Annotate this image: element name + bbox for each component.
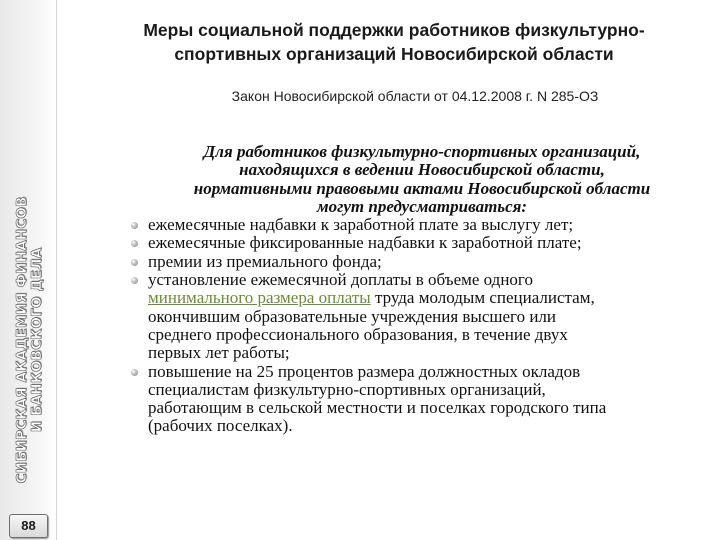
intro-paragraph	[148, 143, 696, 216]
intro-line: могут предусматриваться:	[316, 196, 528, 216]
list-item: ежемесячные надбавки к заработной плате за выслугу лет;	[148, 216, 696, 234]
bullet-icon	[131, 259, 138, 266]
page-title	[86, 18, 702, 66]
bullet-icon	[131, 222, 138, 229]
bullet-icon	[131, 369, 138, 376]
title-line-1: Меры социальной поддержки работников физкультурно-	[143, 20, 645, 40]
list-item: премии из премиального фонда;	[148, 253, 696, 271]
sidebar-divider	[56, 0, 57, 540]
intro-line: нормативными правовыми актами Новосибирской области	[193, 178, 651, 198]
brand-line-2: И БАНКОВСКОГО ДЕЛА	[29, 247, 45, 433]
list-item: установление ежемесячной доплаты в объеме одного минимального размера оплаты труда молодым специалистам, окончившим образовательные учреждения высшего или среднего профессионального образования, в течение двух первых лет работы;	[148, 271, 696, 362]
main-content	[148, 143, 696, 436]
list-item: ежемесячные фиксированные надбавки к заработной плате;	[148, 234, 696, 252]
bullet-icon	[131, 240, 138, 247]
intro-line: Для работников физкультурно-спортивных организаций,	[203, 142, 641, 161]
intro-line: находящихся в ведении Новосибирской области,	[239, 160, 605, 180]
list-item: повышение на 25 процентов размера должностных окладов специалистам физкультурно-спортивных организаций, работающим в сельской местности и поселках городского типа (рабочих поселках).	[148, 363, 696, 436]
title-line-2: спортивных организаций Новосибирской области	[174, 44, 614, 64]
bullet-icon	[131, 277, 138, 284]
law-reference: Закон Новосибирской области от 04.12.2008 г. N 285-ОЗ	[231, 88, 599, 104]
measures-list	[148, 216, 696, 436]
page-number: 88	[9, 514, 48, 538]
min-wage-link[interactable]: минимального размера оплаты	[148, 288, 371, 308]
brand-line-1: СИБИРСКАЯ АКАДЕМИЯ ФИНАНСОВ	[14, 196, 30, 484]
